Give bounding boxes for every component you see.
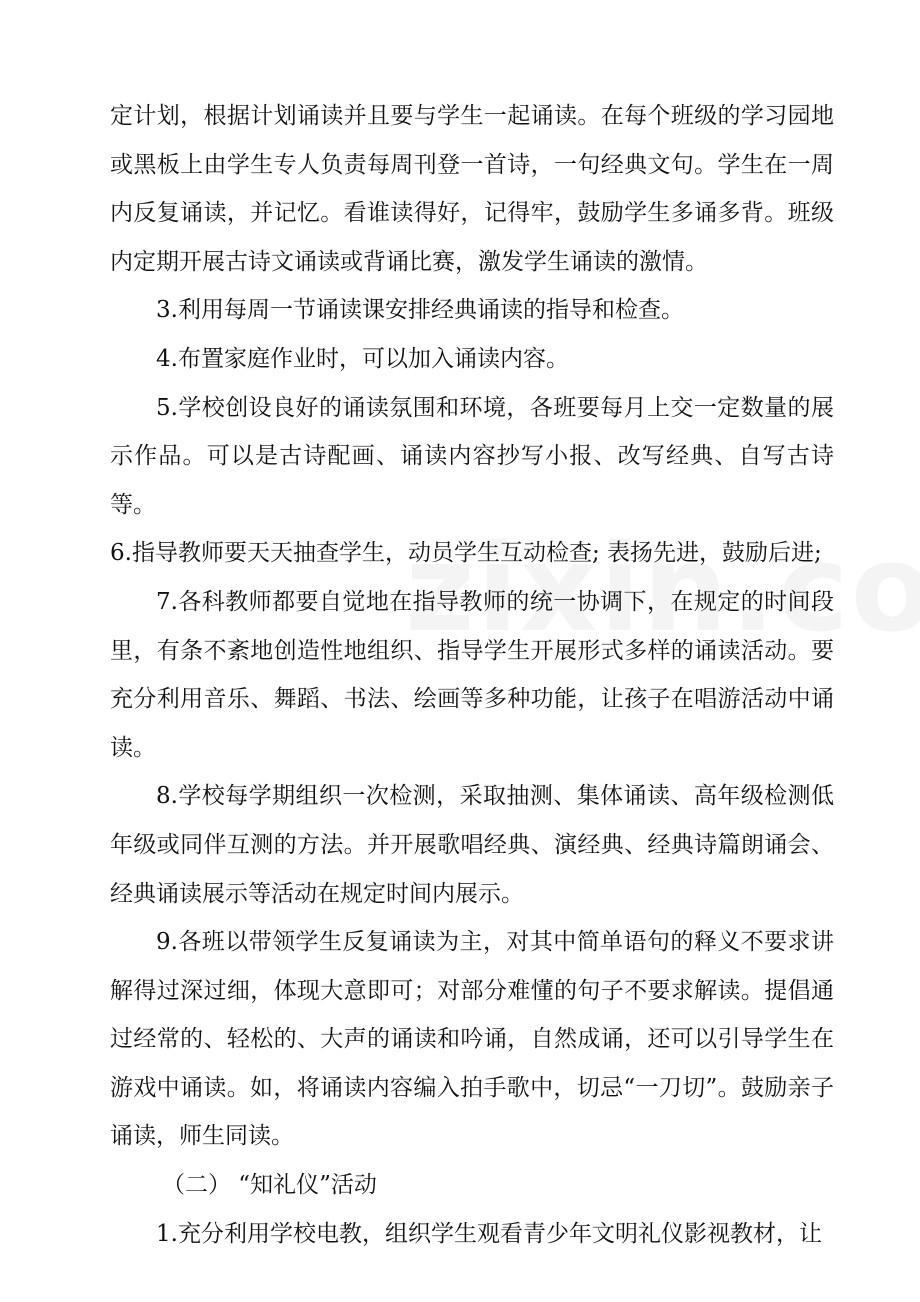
paragraph-item-4: 4.布置家庭作业时，可以加入诵读内容。 [156,345,569,372]
paragraph-continuation: 定计划，根据计划诵读并且要与学生一起诵读。在每个班级的学习园地或黑板上由学生专人负责每周刊登一首诗，一句经典文句。学生在一周内反复诵读，并记忆。看谁读得好，记得牢，鼓励学生多诵多背。班级内定期开展古诗文诵读或背诵比赛，激发学生诵读的激情。 [110,103,834,275]
paragraph-item-9: 9.各班以带领学生反复诵读为主，对其中简单语句的释义不要求讲解得过深过细，体现大意即可；对部分难懂的句子不要求解读。提倡通过经常的、轻松的、大声的诵读和吟诵，自然成诵，还可以引导学生在游戏中诵读。如，将诵读内容编入拍手歌中，切忌“一刀切”。鼓励亲子诵读，师生同读。 [110,929,834,1150]
paragraph-item-3: 3.利用每周一节诵读课安排经典诵读的指导和检查。 [156,297,684,324]
paragraph-item-5: 5.学校创设良好的诵读氛围和环境，各班要每月上交一定数量的展示作品。可以是古诗配画、诵读内容抄写小报、改写经典、自写古诗等。 [110,394,834,518]
paragraph-item-1: 1.充分利用学校电教，组织学生观看青少年文明礼仪影视教材，让 [156,1220,822,1247]
section-heading: （二） “知礼仪”活动 [162,1172,377,1199]
document-body [110,92,834,1258]
paragraph-item-8: 8.学校每学期组织一次检测，采取抽测、集体诵读、高年级检测低年级或同伴互测的方法。并开展歌唱经典、演经典、经典诗篇朗诵会、经典诵读展示等活动在规定时间内展示。 [110,783,834,907]
paragraph-item-6: 6.指导教师要天天抽查学生，动员学生互动检查; 表扬先进，鼓励后进; [110,540,822,567]
paragraph-item-7: 7.各科教师都要自觉地在指导教师的统一协调下，在规定的时间段里，有条不紊地创造性地组织、指导学生开展形式多样的诵读活动。要充分利用音乐、舞蹈、书法、绘画等多种功能，让孩子在唱游活动中诵读。 [110,588,834,761]
